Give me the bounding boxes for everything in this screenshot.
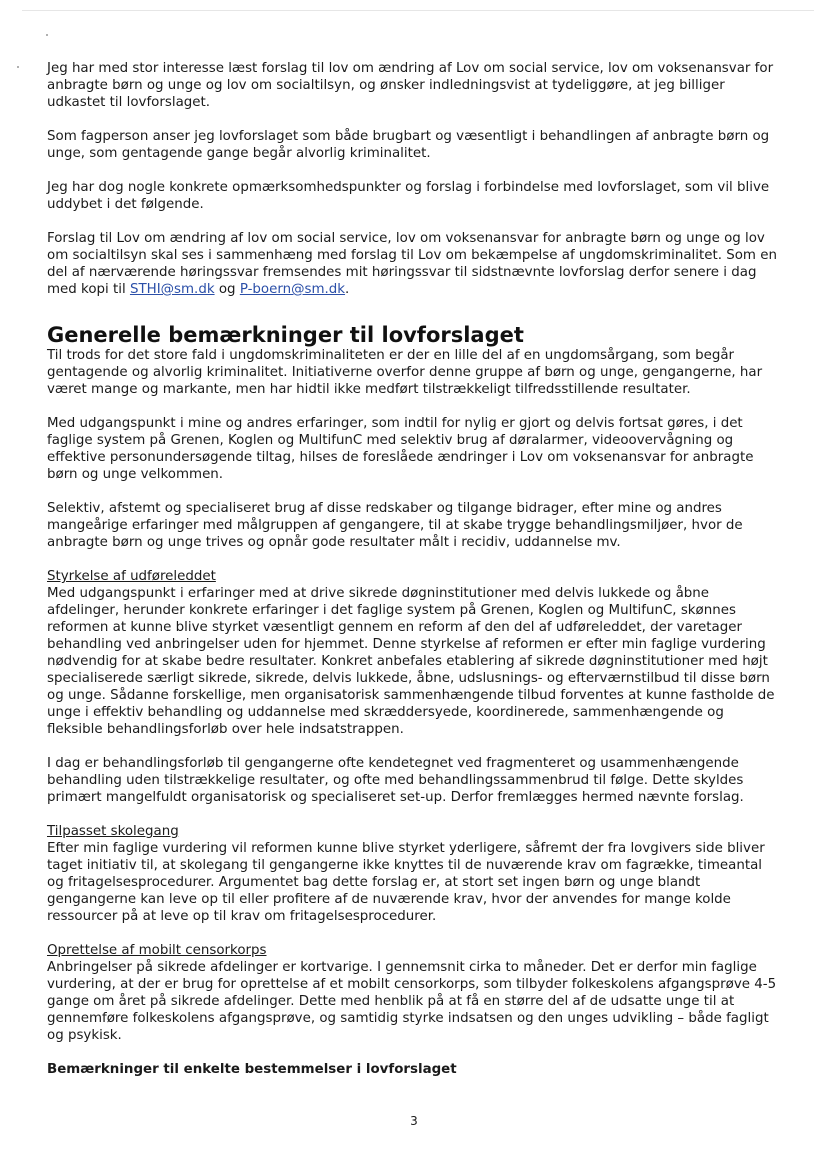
styrkelse-paragraph-2: I dag er behandlingsforløb til gengangerne ofte kendetegnet ved fragmenteret og usammenhængende behandling uden tilstrækkelige resultater, og ofte med behandlingssammenbrud til følge. Dette skyldes primært mangelfuldt organisatorisk og specialiseret set-up. Derfor fremlægges hermed nævnte forslag. <box>47 756 744 805</box>
intro-paragraph-4-end: . <box>345 282 350 297</box>
subheading-skolegang: Tilpasset skolegang <box>47 824 179 839</box>
intro-paragraph-4 <box>47 230 777 298</box>
intro-paragraph-1: Jeg har med stor interesse læst forslag til lov om ændring af Lov om social service, lov om voksenansvar for anbragte børn og unge og lov om socialtilsyn, og ønsker indledningsvist at tydeliggøre, at jeg billiger udkastet til lovforslaget. <box>47 61 774 110</box>
intro-paragraph-3: Jeg har dog nogle konkrete opmærksomhedspunkter og forslag i forbindelse med lovforslaget, som vil blive uddybet i det følgende. <box>47 180 770 212</box>
general-paragraph-2: Med udgangspunkt i mine og andres erfaringer, som indtil for nylig er gjort og delvis fortsat gøres, i det faglige system på Grenen, Koglen og MultifunC med selektiv brug af døralarmer, videoovervågning og effektive personundersøgende tiltag, hilses de foreslåede ændringer i Lov om voksenansvar for anbragte børn og unge velkommen. <box>47 416 754 482</box>
email-link-p-boern[interactable]: P-boern@sm.dk <box>239 282 346 297</box>
page-number: 3 <box>410 1114 418 1128</box>
scan-speck <box>46 34 48 36</box>
general-paragraph-3: Selektiv, afstemt og specialiseret brug af disse redskaber og tilgange bidrager, efter mine og andres mangeårige erfaringer med målgruppen af gengangere, til at skabe trygge behandlingsmiljøer, hvor de anbragte børn og unge trives og opnår gode resultater målt i recidiv, uddannelse mv. <box>47 501 743 550</box>
skolegang-paragraph-1: Efter min faglige vurdering vil reformen kunne blive styrket yderligere, såfremt der fra lovgivers side bliver taget initiativ til, at skolegang til gengangerne ikke knyttes til de nuværende krav om fagrække, timeantal og fritagelsesprocedurer. Argumentet bag dette forslag er, at stort set ingen børn og unge blandt gengangerne kan leve op til eller profitere af de nuværende krav, hvor der anvendes for mange kolde ressourcer på at leve op til krav om fritagelsesprocedurer. <box>47 841 765 924</box>
censorkorps-paragraph-1: Anbringelser på sikrede afdelinger er kortvarige. I gennemsnit cirka to måneder. Det er derfor min faglige vurdering, at der er brug for oprettelse af et mobilt censorkorps, som tilbyder folkeskolens afgangsprøve 4-5 gange om året på sikrede afdelinger. Dette med henblik på at få en større del af de udsatte unge til at gennemføre folkeskolens afgangsprøve, og samtidig styrke indsatsen og den unges udvikling – både fagligt og psykisk. <box>47 960 777 1043</box>
scan-top-rule <box>22 10 814 11</box>
section-heading-general: Generelle bemærkninger til lovforslaget <box>47 323 524 347</box>
intro-paragraph-4-conjunction: og <box>218 282 236 297</box>
document-page <box>47 60 777 1078</box>
scan-speck <box>17 66 19 68</box>
subheading-styrkelse: Styrkelse af udføreleddet <box>47 569 216 584</box>
subheading-censorkorps: Oprettelse af mobilt censorkorps <box>47 943 267 958</box>
intro-paragraph-4-text: Forslag til Lov om ændring af lov om social service, lov om voksenansvar for anbragte børn og unge og lov om socialtilsyn skal ses i sammenhæng med forslag til Lov om bekæmpelse af ungdomskriminalitet. Som en del af nærværende høringssvar fremsendes mit høringssvar til sidstnævnte lovforslag derfor senere i dag med kopi til <box>47 231 777 297</box>
email-link-sthi[interactable]: STHI@sm.dk <box>129 282 215 297</box>
heading-specific-provisions: Bemærkninger til enkelte bestemmelser i lovforslaget <box>47 1062 457 1077</box>
styrkelse-paragraph-1: Med udgangspunkt i erfaringer med at drive sikrede døgninstitutioner med delvis lukkede og åbne afdelinger, herunder konkrete erfaringer i det faglige system på Grenen, Koglen og MultifunC, skønnes reformen at kunne blive styrket væsentligt gennem en reform af den del af udføreleddet, der varetager behandling ved anbringelser uden for hjemmet. Denne styrkelse af reformen er efter min faglige vurdering nødvendig for at skabe bedre resultater. Konkret anbefales etablering af sikrede døgninstitutioner med højt specialiserede særligt sikrede, sikrede, delvis lukkede, åbne, udslusnings- og efterværnstilbud til disse børn og unge. Sådanne forskellige, men organisatorisk sammenhængende tilbud forventes at kunne fastholde de unge i effektiv behandling og uddannelse med skræddersyede, koordinerede, sammenhængende og fleksible behandlingsforløb over hele indsatstrappen. <box>47 586 775 737</box>
intro-paragraph-2: Som fagperson anser jeg lovforslaget som både brugbart og væsentligt i behandlingen af anbragte børn og unge, som gentagende gange begår alvorlig kriminalitet. <box>47 129 770 161</box>
general-paragraph-1: Til trods for det store fald i ungdomskriminaliteten er der en lille del af en ungdomsårgang, som begår gentagende og alvorlig kriminalitet. Initiativerne overfor denne gruppe af børn og unge, gengangerne, har været mange og markante, men har hidtil ikke medført tilstrækkeligt tilfredsstillende resultater. <box>47 348 763 397</box>
